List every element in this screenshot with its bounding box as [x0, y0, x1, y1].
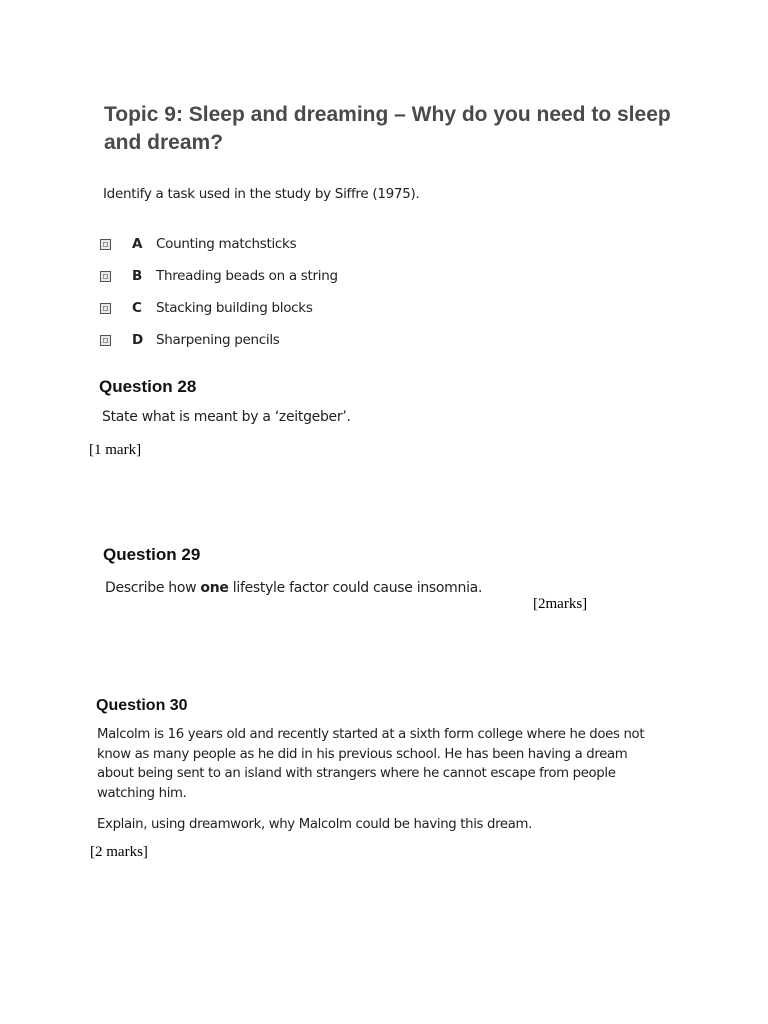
option-b[interactable] [100, 260, 500, 292]
scenario-line: about being sent to an island with strangers where he cannot escape from people [97, 766, 616, 781]
question-30-marks: [2 marks] [90, 844, 148, 860]
scenario-line: Malcolm is 16 years old and recently started at a sixth form college where he does not [97, 727, 645, 742]
option-text: Stacking building blocks [156, 300, 313, 316]
question-30-heading: Question 30 [96, 697, 188, 714]
question-29-marks: [2marks] [533, 596, 588, 612]
question-29-heading: Question 29 [103, 545, 201, 564]
question-29-prompt [105, 580, 482, 596]
topic-title: Topic 9: Sleep and dreaming – Why do you need to sleep and dream? [104, 103, 671, 154]
checkbox-icon[interactable] [100, 271, 111, 282]
checkbox-icon[interactable] [100, 303, 111, 314]
option-letter: A [132, 236, 143, 252]
question-28-marks: [1 mark] [89, 442, 142, 458]
option-text: Sharpening pencils [156, 332, 280, 348]
checkbox-icon[interactable] [100, 239, 111, 250]
option-letter: B [132, 268, 142, 284]
question-30-scenario [97, 725, 697, 803]
prompt-part: Describe how [105, 580, 201, 596]
prompt-part: lifestyle factor could cause insomnia. [228, 580, 483, 596]
option-c[interactable] [100, 292, 500, 324]
checkbox-icon[interactable] [100, 335, 111, 346]
question-27-prompt: Identify a task used in the study by Siffre (1975). [103, 186, 420, 202]
option-text: Counting matchsticks [156, 236, 297, 252]
answer-options [100, 228, 500, 356]
option-d[interactable] [100, 324, 500, 356]
scenario-line: know as many people as he did in his previous school. He has been having a dream [97, 746, 628, 762]
option-letter: C [132, 300, 142, 316]
option-letter: D [132, 332, 143, 348]
question-28-prompt: State what is meant by a ‘zeitgeber’. [102, 409, 351, 425]
option-a[interactable] [100, 228, 500, 260]
option-text: Threading beads on a string [156, 268, 338, 284]
question-30-prompt: Explain, using dreamwork, why Malcolm could be having this dream. [97, 817, 533, 832]
prompt-emphasis: one [200, 580, 229, 596]
question-28-heading: Question 28 [99, 377, 197, 396]
scenario-line: watching him. [97, 785, 187, 801]
